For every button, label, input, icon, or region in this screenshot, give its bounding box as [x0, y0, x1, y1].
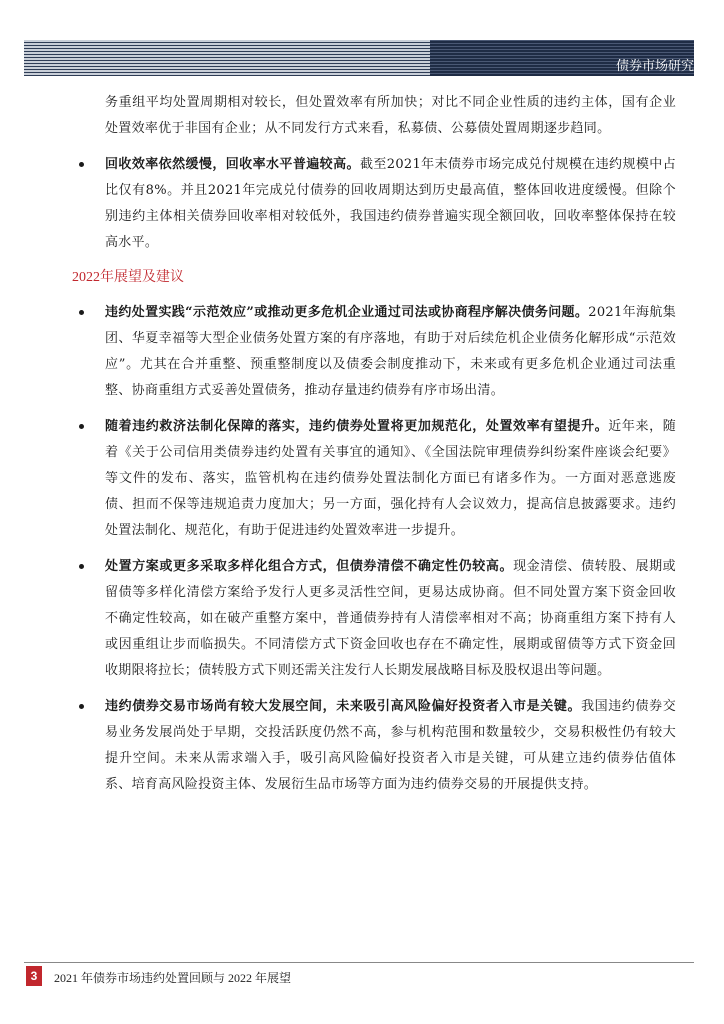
list-item: [82, 152, 676, 256]
section-heading: 2022年展望及建议: [72, 270, 184, 285]
bullet-icon: [79, 564, 84, 569]
list-item: [82, 300, 676, 404]
bullet-body: 截至2021年末债券市场完成兑付规模在违约规模中占比仅有8%。并且2021年完成兑付债券的回收周期达到历史最高值，整体回收进度缓慢。但除个别违约主体相关债券回收率相对较低外，我国违约债券普遍实现全额回收，回收率整体保持在较高水平。: [105, 157, 676, 250]
list-item: [82, 414, 676, 544]
bullet-body: 近年来，随着《关于公司信用类债券违约处置有关事宜的通知》、《全国法院审理债券纠纷案件座谈会纪要》等文件的发布、落实，监管机构在违约债券处置法制化方面已有诸多作为。一方面对恶意逃废债、担而不保等违规追责力度加大；另一方面，强化持有人会议效力，提高信息披露要求。违约处置法制化、规范化，有助于促进违约处置效率进一步提升。: [105, 419, 676, 538]
bullet-lead: 处置方案或更多采取多样化组合方式，但债券清偿不确定性仍较高。: [105, 559, 514, 574]
footer-title: 2021 年债券市场违约处置回顾与 2022 年展望: [54, 971, 292, 985]
bullet-lead: 回收效率依然缓慢，回收率水平普遍较高。: [105, 157, 360, 172]
footer-divider: [24, 962, 694, 963]
bullet-body: 2021年海航集团、华夏幸福等大型企业债务处置方案的有序落地，有助于对后续危机企业债务化解形成“示范效应”。尤其在合并重整、预重整制度以及债委会制度推动下，未来或有更多危机企业通过司法重整、协商重组方式妥善处置债务，推动存量违约债券有序市场出清。: [105, 305, 677, 398]
bullet-icon: [79, 424, 84, 429]
bullet-lead: 违约债券交易市场尚有较大发展空间，未来吸引高风险偏好投资者入市是关键。: [105, 699, 582, 714]
bullet-lead: 随着违约救济法制化保障的落实，违约债券处置将更加规范化，处置效率有望提升。: [105, 419, 609, 434]
bullet-paragraph: [105, 694, 676, 798]
bullet-body: 我国违约债券交易业务发展尚处于早期，交投活跃度仍然不高，参与机构范围和数量较少，交易积极性仍有较大提升空间。未来从需求端入手，吸引高风险偏好投资者入市是关键，可从建立违约债券估值体系、培育高风险投资主体、发展衍生品市场等方面为违约债券交易的开展提供支持。: [105, 699, 676, 792]
bullet-lead: 违约处置实践“示范效应”或推动更多危机企业通过司法或协商程序解决债务问题。: [105, 305, 589, 320]
bullet-paragraph: [105, 554, 676, 684]
bullet-icon: [79, 162, 84, 167]
document-body: [72, 90, 677, 808]
list-item: [82, 694, 676, 798]
bullet-icon: [79, 310, 84, 315]
bullet-paragraph: [105, 152, 676, 256]
list-item: [82, 554, 676, 684]
header-title: 债券市场研究: [615, 59, 694, 74]
bullet-body: 现金清偿、债转股、展期或留债等多样化清偿方案给予发行人更多灵活性空间，更易达成协商。但不同处置方案下资金回收不确定性较高，如在破产重整方案中，普通债券持有人清偿率相对不高；协商重组方案下持有人或因重组让步而临损失。不同清偿方式下资金回收也存在不确定性，展期或留债等方式下资金回收期限将拉长；债转股方式下则还需关注发行人长期发展战略目标及股权退出等问题。: [105, 559, 676, 678]
intro-paragraph: 务重组平均处置周期相对较长，但处置效率有所加快；对比不同企业性质的违约主体，国有企业处置效率优于非国有企业；从不同发行方式来看，私募债、公募债处置周期逐步趋同。: [105, 95, 676, 136]
bullet-paragraph: [105, 300, 676, 404]
bullet-paragraph: [105, 414, 676, 544]
bullet-icon: [79, 704, 84, 709]
page-number: 3: [26, 966, 42, 986]
